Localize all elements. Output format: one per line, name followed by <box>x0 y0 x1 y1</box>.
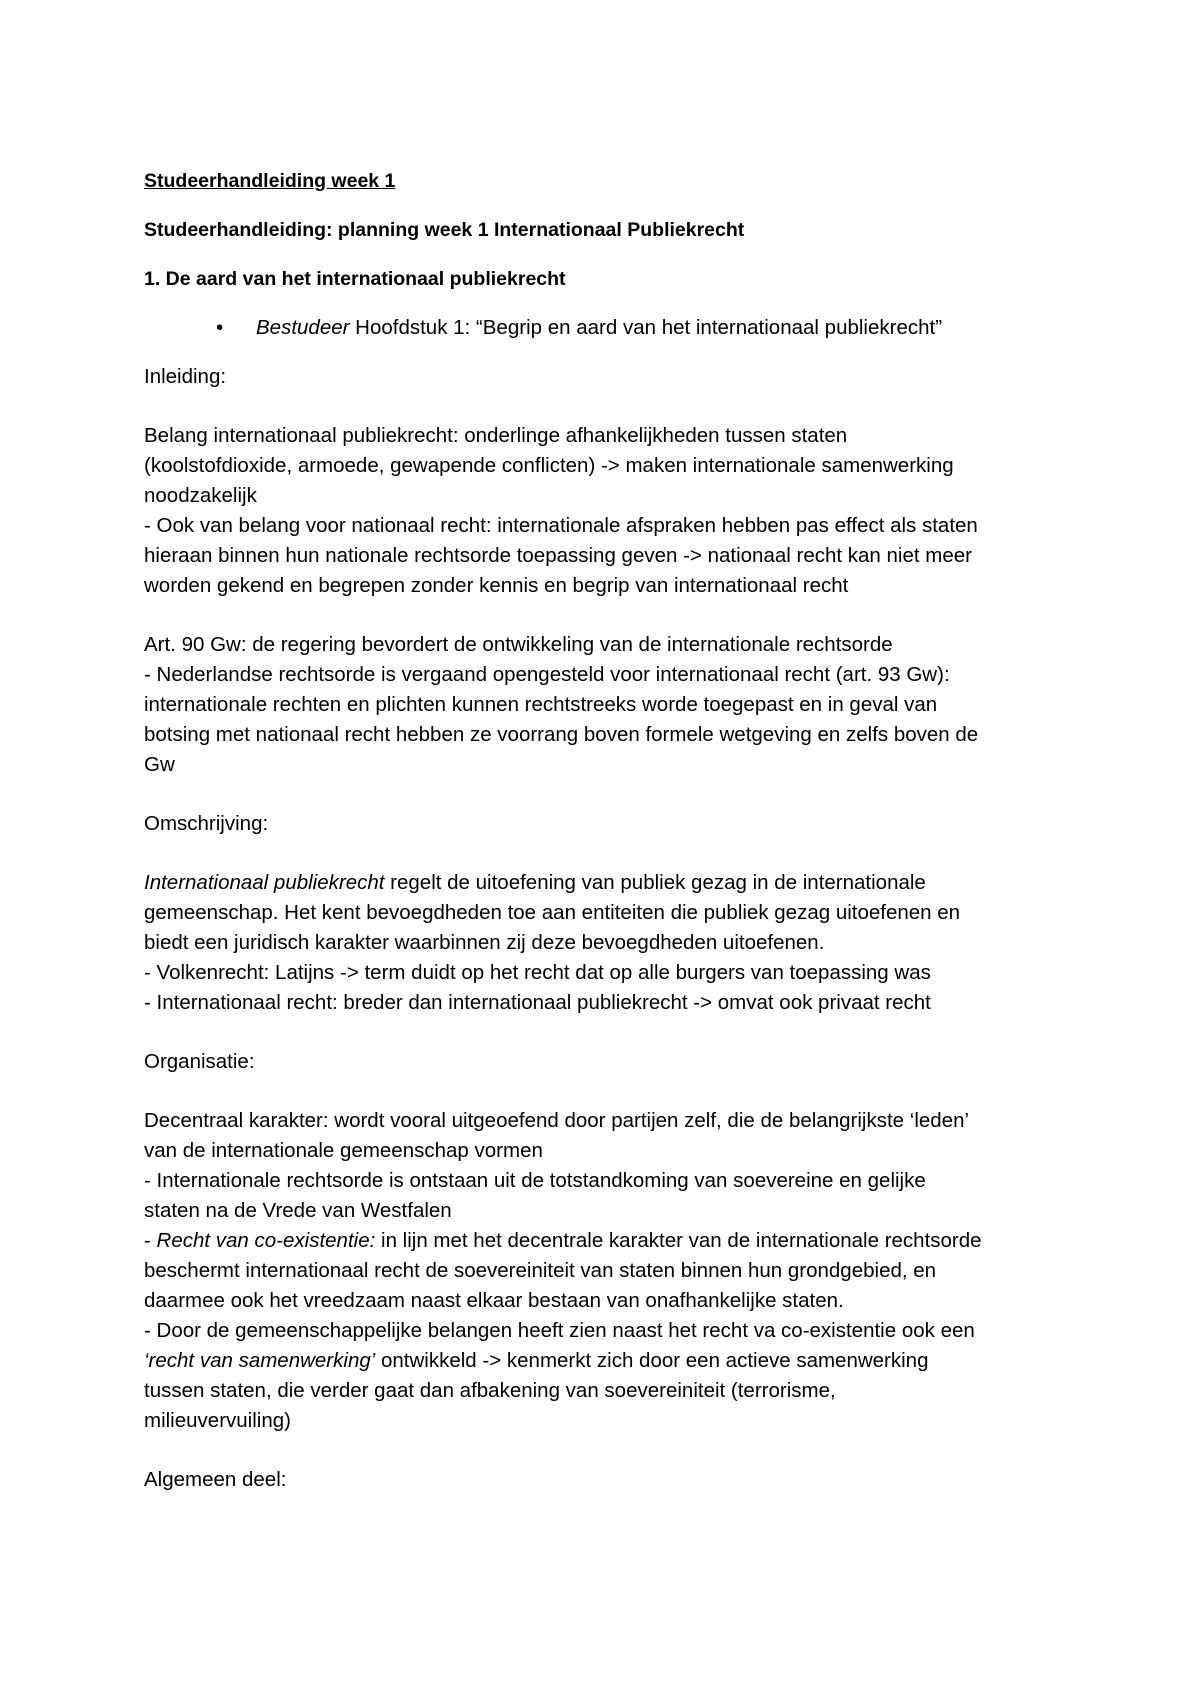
paragraph-line: - Door de gemeenschappelijke belangen heeft zien naast het recht va co-existentie ook een <box>144 1319 975 1342</box>
paragraph-line: - Ook van belang voor nationaal recht: internationale afspraken hebben pas effect als staten <box>144 514 978 537</box>
bullet-text: Hoofdstuk 1: “Begrip en aard van het internationaal publiekrecht” <box>349 316 943 339</box>
paragraph-line <box>144 868 1074 898</box>
paragraph-line: Gw <box>144 753 175 776</box>
bullet-icon: • <box>216 316 224 339</box>
paragraph-line: botsing met nationaal recht hebben ze voorrang boven formele wetgeving en zelfs boven de <box>144 723 979 746</box>
paragraph-line: tussen staten, die verder gaat dan afbakening van soevereiniteit (terrorisme, <box>144 1379 836 1402</box>
paragraph-line: daarmee ook het vreedzaam naast elkaar bestaan van onafhankelijke staten. <box>144 1289 844 1312</box>
paragraph-line: (koolstofdioxide, armoede, gewapende conflicten) -> maken internationale samenwerking <box>144 454 954 477</box>
paragraph-line: biedt een juridisch karakter waarbinnen zij deze bevoegdheden uitoefenen. <box>144 931 825 954</box>
document-page <box>144 166 1074 1495</box>
document-subtitle: Studeerhandleiding: planning week 1 Internationaal Publiekrecht <box>144 219 745 241</box>
organisatie-heading: Organisatie: <box>144 1050 255 1073</box>
paragraph-text: in lijn met het decentrale karakter van de internationale rechtsorde <box>375 1229 982 1252</box>
algemeen-deel-heading: Algemeen deel: <box>144 1468 287 1491</box>
paragraph-line: Decentraal karakter: wordt vooral uitgeoefend door partijen zelf, die de belangrijkste ‘leden’ <box>144 1109 970 1132</box>
paragraph-line: milieuvervuiling) <box>144 1409 291 1432</box>
italic-term: ‘recht van samenwerking’ <box>144 1349 376 1372</box>
document-title: Studeerhandleiding week 1 <box>144 170 396 192</box>
italic-term: Internationaal publiekrecht <box>144 871 385 894</box>
paragraph-line <box>144 1226 1074 1256</box>
paragraph-line: noodzakelijk <box>144 484 257 507</box>
italic-term: Recht van co-existentie: <box>156 1229 376 1252</box>
paragraph-line: Belang internationaal publiekrecht: onderlinge afhankelijkheden tussen staten <box>144 424 848 447</box>
paragraph-line: internationale rechten en plichten kunnen rechtstreeks worde toegepast en in geval van <box>144 693 938 716</box>
paragraph-line: worden gekend en begrepen zonder kennis en begrip van internationaal recht <box>144 574 849 597</box>
paragraph-line: beschermt internationaal recht de soevereiniteit van staten binnen hun grondgebied, en <box>144 1259 937 1282</box>
inleiding-paragraph-2 <box>144 630 1074 780</box>
omschrijving-heading: Omschrijving: <box>144 812 269 835</box>
dash-prefix: - <box>144 1229 157 1252</box>
paragraph-line: Art. 90 Gw: de regering bevordert de ontwikkeling van de internationale rechtsorde <box>144 633 893 656</box>
organisatie-paragraph <box>144 1106 1074 1436</box>
paragraph-line: staten na de Vrede van Westfalen <box>144 1199 452 1222</box>
paragraph-line: gemeenschap. Het kent bevoegdheden toe aan entiteiten die publiek gezag uitoefenen en <box>144 901 961 924</box>
inleiding-paragraph-1 <box>144 421 1074 601</box>
paragraph-line <box>144 1346 1074 1376</box>
paragraph-line: - Internationaal recht: breder dan internationaal publiekrecht -> omvat ook privaat recht <box>144 991 931 1014</box>
paragraph-text: regelt de uitoefening van publiek gezag in de internationale <box>384 871 926 894</box>
bullet-italic-text: Bestudeer <box>256 316 350 339</box>
paragraph-line: - Nederlandse rechtsorde is vergaand opengesteld voor internationaal recht (art. 93 Gw): <box>144 663 950 686</box>
paragraph-line: hieraan binnen hun nationale rechtsorde toepassing geven -> nationaal recht kan niet meer <box>144 544 972 567</box>
inleiding-heading: Inleiding: <box>144 365 227 388</box>
paragraph-text: ontwikkeld -> kenmerkt zich door een actieve samenwerking <box>375 1349 929 1372</box>
section-heading-1: 1. De aard van het internationaal publiekrecht <box>144 268 566 290</box>
paragraph-line: - Internationale rechtsorde is ontstaan uit de totstandkoming van soevereine en gelijke <box>144 1169 926 1192</box>
omschrijving-paragraph <box>144 868 1074 1018</box>
paragraph-line: - Volkenrecht: Latijns -> term duidt op het recht dat op alle burgers van toepassing was <box>144 961 931 984</box>
bullet-item <box>144 313 1074 343</box>
paragraph-line: van de internationale gemeenschap vormen <box>144 1139 543 1162</box>
